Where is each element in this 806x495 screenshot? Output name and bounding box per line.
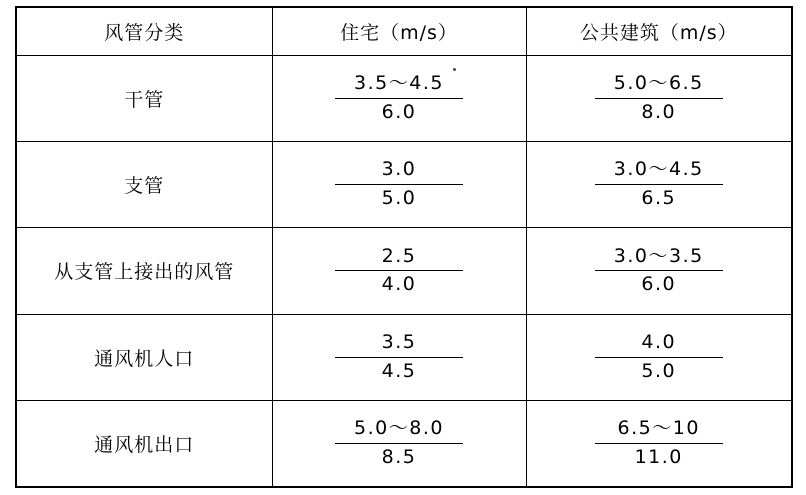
table-row <box>16 141 792 227</box>
fraction-denominator: 5.0 <box>381 187 417 210</box>
fraction-denominator: 5.0 <box>641 359 677 382</box>
column-header-residential: 住宅（m/s） <box>272 7 526 55</box>
fraction-value <box>335 331 463 384</box>
fraction-value <box>335 72 463 125</box>
cell-residential-fan-outlet <box>272 401 526 487</box>
row-label-fan-outlet: 通风机出口 <box>16 401 272 487</box>
fraction-numerator: 5.0～8.0 <box>335 417 463 444</box>
fraction-value <box>595 158 723 211</box>
fraction-numerator: 2.5 <box>335 245 463 272</box>
fraction-denominator: 4.0 <box>381 273 417 296</box>
fraction-denominator: 8.0 <box>641 100 677 123</box>
fraction-denominator: 6.0 <box>381 100 417 123</box>
cell-residential-fan-inlet <box>272 314 526 400</box>
fraction-value <box>335 417 463 470</box>
cell-residential-branch-duct <box>272 141 526 227</box>
table-row <box>16 228 792 314</box>
table-body <box>16 55 792 487</box>
fraction-value <box>595 245 723 298</box>
air-duct-velocity-table <box>15 6 793 488</box>
fraction-value <box>335 158 463 211</box>
fraction-numerator: 3.0 <box>335 158 463 185</box>
row-label-duct-from-branch: 从支管上接出的风管 <box>16 228 272 314</box>
fraction-numerator: 3.5 <box>335 331 463 358</box>
fraction-denominator: 8.5 <box>381 446 417 469</box>
fraction-denominator: 11.0 <box>634 446 683 469</box>
table-header <box>16 7 792 55</box>
cell-public-fan-outlet <box>526 401 792 487</box>
cell-residential-main-duct <box>272 55 526 141</box>
column-header-duct-category: 风管分类 <box>16 7 272 55</box>
cell-public-fan-inlet <box>526 314 792 400</box>
table-row <box>16 401 792 487</box>
fraction-denominator: 4.5 <box>381 359 417 382</box>
fraction-numerator: 4.0 <box>595 331 723 358</box>
cell-public-main-duct <box>526 55 792 141</box>
fraction-denominator: 6.5 <box>641 187 677 210</box>
fraction-value <box>335 245 463 298</box>
fraction-numerator: 3.0～4.5 <box>595 158 723 185</box>
cell-public-duct-from-branch <box>526 228 792 314</box>
fraction-value <box>595 417 723 470</box>
fraction-numerator: 6.5～10 <box>595 417 723 444</box>
row-label-branch-duct: 支管 <box>16 141 272 227</box>
cell-residential-duct-from-branch <box>272 228 526 314</box>
fraction-numerator: 5.0～6.5 <box>595 72 723 99</box>
fraction-value <box>595 331 723 384</box>
fraction-denominator: 6.0 <box>641 273 677 296</box>
fraction-numerator: 3.0～3.5 <box>595 245 723 272</box>
row-label-main-duct: 干管 <box>16 55 272 141</box>
table-row <box>16 314 792 400</box>
fraction-value <box>595 72 723 125</box>
column-header-public-building: 公共建筑（m/s） <box>526 7 792 55</box>
table-row <box>16 55 792 141</box>
fraction-numerator: 3.5～4.5 <box>335 72 463 99</box>
table-header-row <box>16 7 792 55</box>
cell-public-branch-duct <box>526 141 792 227</box>
row-label-fan-inlet: 通风机人口 <box>16 314 272 400</box>
